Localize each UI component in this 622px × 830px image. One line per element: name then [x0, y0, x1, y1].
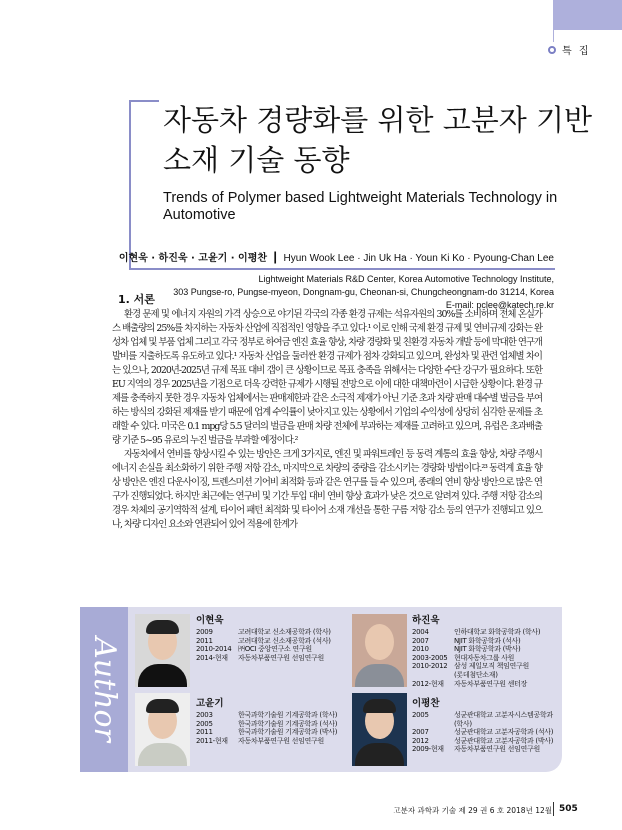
- bio-desc: 고려대학교 신소재공학과 (학사): [238, 628, 331, 636]
- bio-year: 2014-현재: [196, 653, 228, 662]
- title-korean: [163, 100, 592, 180]
- bio-row: [196, 637, 331, 646]
- section-text: 특 집: [562, 46, 591, 57]
- bio-year: 2007: [412, 728, 429, 737]
- authors-korean: 이현욱 · 하진욱 · 고윤기 · 이평찬: [118, 253, 268, 264]
- bio-year: 2012-현재: [412, 679, 444, 688]
- bio-desc: 자동차부품연구원 선임연구원: [454, 745, 540, 754]
- author-label-text: Author: [86, 637, 122, 742]
- bio-year: 2004: [412, 628, 429, 636]
- bio-year: 2010: [412, 645, 429, 654]
- affiliation: [173, 273, 554, 312]
- bio-list: [412, 628, 540, 688]
- bio-year: 2009-현재: [412, 745, 444, 754]
- title-underline: [129, 268, 555, 270]
- bio-list: [196, 628, 331, 662]
- affiliation-line: Lightweight Materials R&D Center, Korea Automotive Technology Institute,: [258, 274, 554, 284]
- bio-desc: 자동차부품연구원 센터장: [454, 679, 528, 688]
- bio-desc: 자동차부품연구원 선임연구원: [238, 653, 324, 662]
- bio-name: 고윤기: [196, 698, 224, 709]
- author-line: 이현욱 · 하진욱 · 고윤기 · 이평찬 | Hyun Wook Lee · Jin Uk Ha · Youn Ki Ko · Pyoung-Chan Lee: [118, 249, 554, 264]
- section-tab: [553, 0, 622, 30]
- bio-desc: 자동차부품연구원 선임연구원: [238, 736, 324, 745]
- bio-list: [196, 711, 337, 745]
- bio-desc: NJIT 화학공학과 (석사): [454, 636, 521, 645]
- bio-desc: 성균관대학교 고분자공학과 (박사): [454, 736, 554, 745]
- bio-year: [412, 720, 454, 729]
- author-label: [80, 607, 128, 772]
- bio-desc: 성균관대학교 고분자시스템공학과: [454, 711, 553, 719]
- author-photo: [135, 614, 190, 687]
- author-photo: [352, 614, 407, 687]
- bio-desc: 한국과학기술원 기계공학과 (박사): [238, 728, 338, 737]
- section-heading: 1. 서론: [118, 293, 155, 306]
- title-line: 소재 기술 동향: [163, 143, 350, 177]
- bio-desc: ㈜OCI 중앙연구소 연구원: [238, 645, 312, 654]
- bio-name: 이현욱: [196, 615, 224, 626]
- bio-year: 2003: [196, 711, 213, 719]
- section-label: [548, 42, 591, 57]
- bio-row: [196, 711, 337, 720]
- title-line: 자동차 경량화를 위한 고분자 기반: [163, 103, 593, 137]
- bio-year: 2011: [196, 636, 213, 645]
- bio-year: 2010-2014: [196, 645, 232, 654]
- bio-row: [196, 645, 331, 654]
- author-photo: [352, 693, 407, 766]
- divider: [553, 802, 554, 816]
- bio-year: 2009: [196, 628, 213, 636]
- bio-desc: 삼성 제일모직 책임연구원: [454, 662, 529, 671]
- page-number: 505: [559, 804, 578, 814]
- paragraph: 자동차에서 연비를 향상시킬 수 있는 방안은 크게 3가지로, 엔진 및 파워트레인 등 동력 계통의 효율 향상, 차량 주행시 에너지 손실을 최소화하기 위한 주행 저항 감소, 마지막으로 차량의 중량을 감소시키는 경량화 방법이다.²³ 동력계 효율 향상 방안은 엔진 다운사이징, 트렌스미션 기어비 최적화 등과 같은 연구를 들 수 있으며, 종래의 연비 향상 방안으로 많은 연구가 진행되었다. 하지만 최근에는 연구비 및 기간 투입 대비 연비 향상 효과가 낮은 것으로 알려져 있다. 주행 저항 감소의 경우 차체의 공기역학적 설계, 타이어 패턴 최적화 및 타이어 소재 개선을 통한 구름 저항 감소 등의 연구가 진행되고 있으나, 차량 디자인 요소와 연관되어 있어 적용에 한계가: [112, 449, 542, 530]
- bio-row: [412, 728, 553, 737]
- bio-row: [412, 645, 540, 654]
- body-text: [112, 308, 542, 532]
- bio-desc: 한국과학기술원 기계공학과 (석사): [238, 719, 338, 728]
- bio-row: [412, 720, 553, 729]
- bio-desc: 성균관대학교 고분자공학과 (석사): [454, 728, 554, 737]
- bio-year: 2011: [196, 728, 213, 737]
- bio-year: 2003-2005: [412, 653, 448, 662]
- bio-desc: (학사): [454, 719, 472, 728]
- bio-year: 2012: [412, 736, 429, 745]
- bio-year: 2007: [412, 636, 429, 645]
- bio-year: 2010-2012: [412, 662, 448, 671]
- bio-year: 2005: [196, 719, 213, 728]
- bio-list: [412, 711, 553, 754]
- bio-row: [196, 728, 337, 737]
- email: E-mail: pclee@katech.re.kr: [445, 300, 554, 310]
- bio-row: [196, 654, 331, 663]
- bio-desc: 한국과학기술원 기계공학과 (학사): [238, 711, 338, 719]
- bio-year: 2005: [412, 711, 429, 719]
- circle-icon: [548, 46, 556, 54]
- divider: [553, 30, 554, 42]
- bio-desc: (롯데첨단소재): [454, 670, 498, 679]
- bio-row: [412, 680, 540, 689]
- bio-row: [196, 628, 331, 637]
- bio-row: [196, 720, 337, 729]
- affiliation-line: 303 Pungse-ro, Pungse-myeon, Dongnam-gu, Cheonan-si, Chungcheongnam-do 31214, Korea: [173, 287, 554, 297]
- bio-year: [412, 671, 454, 680]
- title-english: Trends of Polymer based Lightweight Materials Technology in Automotive: [163, 190, 558, 223]
- bio-row: [412, 745, 553, 754]
- bio-row: [412, 628, 540, 637]
- bio-name: 하진욱: [412, 615, 440, 626]
- bio-name: 이평찬: [412, 698, 440, 709]
- bio-row: [196, 737, 337, 746]
- bio-desc: 인하대학교 화학공학과 (학사): [454, 628, 541, 636]
- author-photo: [135, 693, 190, 766]
- title-bracket: [129, 100, 159, 270]
- journal-footer: 고분자 과학과 기술 제 29 권 6 호 2018년 12월: [393, 806, 552, 815]
- bio-desc: 현대자동차그룹 사원: [454, 653, 515, 662]
- bio-row: [412, 662, 540, 671]
- bio-year: 2011-현재: [196, 736, 228, 745]
- bio-row: [412, 671, 540, 680]
- authors-english: Hyun Wook Lee · Jin Uk Ha · Youn Ki Ko · Pyoung-Chan Lee: [283, 253, 554, 264]
- paragraph: 환경 문제 및 에너지 자원의 가격 상승으로 야기된 각국의 각종 환경 규제는 석유자원의 30%를 소비하며 전체 온실가스 배출량의 25%를 차지하는 자동차 산업에 직접적인 영향을 주고 있다.¹ 이로 인해 국제 환경 규제 및 연비규제 강화는 완성차 업체 및 부품 업체 그리고 각국 정부로 하여금 엔진 효율 향상, 차량 경량화 및 친환경 자동차 개발 등에 막대한 연구개발비를 지출하도록 유도하고 있다.¹ 자동차 산업을 둘러싼 환경 규제가 점차 강화되고 있으며, 완성차 및 관련 업체별 차이는 있으나, 2020년-2025년 규제 목표 대비 갭이 큰 상황이므로 목표 충족을 위해서는 다양한 수단 강구가 필요하다. 또한 EU 지역의 경우 2025년을 기점으로 더욱 강력한 규제가 시행될 전망으로 이에 대한 대책마련이 시급한 상황이다. 환경 규제를 충족하지 못한 경우 자동차 업체에서는 판매제한과 같은 소극적 제재가 아닌 기준 초과 차량 판매 대수별 벌금을 부여하는 방식의 강화된 제재를 받기 때문에 업계 수익률이 낮아지고 있는 상황에서 기업의 수익성에 상당히 심각한 문제를 초래할 수 있다. 미국은 0.1 mpg당 5.5 달러의 벌금을 판매 차량 전체에 부과하는 제재를 고려하고 있으며, 유럽은 초과배출량 기준 5~95 유로의 누진 벌금을 부과할 예정이다.²: [112, 309, 542, 446]
- bio-row: [412, 711, 553, 720]
- bio-desc: 고려대학교 신소재공학과 (석사): [238, 636, 331, 645]
- bio-row: [412, 637, 540, 646]
- bio-desc: NJIT 화학공학과 (박사): [454, 645, 521, 654]
